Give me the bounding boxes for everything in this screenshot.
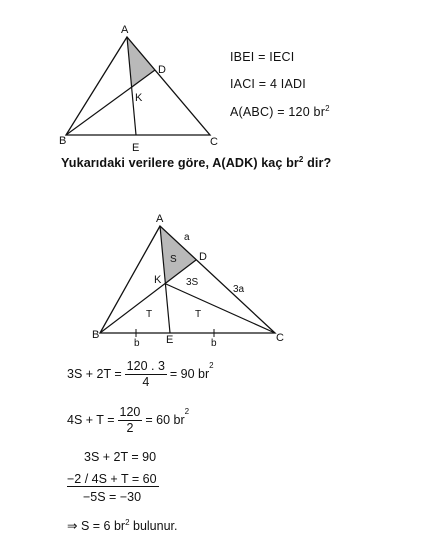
label-b: B: [59, 135, 67, 147]
label-k-solution: K: [154, 274, 162, 286]
label-d-solution: D: [199, 251, 207, 263]
segment-k-c: [166, 284, 275, 333]
problem-triangle-figure: [0, 0, 432, 160]
region-t-right-label: T: [195, 309, 202, 320]
system-line-1: 3S + 2T = 90: [84, 450, 157, 464]
final-result: ⇒ S = 6 $br^2$ bulunur.: [67, 518, 178, 534]
region-3s-label: 3S: [186, 277, 199, 288]
label-c: C: [210, 136, 218, 148]
region-s-label: S: [170, 254, 177, 265]
question-text: Yukarıdaki verilere göre, A(ADK) kaç $br^2$ dir?: [61, 155, 332, 171]
given-ac-ad: IACI = 4 IADI: [230, 77, 306, 91]
segment-a-label: a: [184, 232, 190, 243]
segment-3a-label: 3a: [233, 284, 245, 295]
given-be-ec: IBEI = IECI: [230, 50, 295, 64]
solution-triangle-figure: [0, 200, 432, 350]
label-a-solution: A: [156, 213, 164, 225]
fraction-120-over-2: $\frac{120}{2}$: [119, 404, 141, 435]
fraction-120-3-over-4: $\frac{120 . 3}{4}$: [126, 358, 165, 389]
segment-b-right-label: b: [211, 338, 217, 349]
segment-b-d-solution: [100, 260, 196, 333]
label-b-solution: B: [92, 329, 100, 341]
label-d: D: [158, 64, 166, 76]
label-a: A: [121, 24, 129, 36]
label-k: K: [135, 92, 143, 104]
label-c-solution: C: [276, 332, 284, 344]
equation-3s-2t: 3S + 2T = $\frac{120 . 3}{4}$ = 90 br $^2$: [67, 358, 214, 389]
given-area-abc: A(ABC) = 120 $br^2$: [230, 104, 330, 120]
system-result-line: −5S = −30: [83, 490, 142, 504]
label-e-solution: E: [166, 334, 174, 346]
system-line-2: −2 / 4S + T = 60: [67, 472, 157, 486]
segment-b-left-label: b: [134, 338, 140, 349]
region-t-left-label: T: [146, 309, 153, 320]
label-e: E: [132, 142, 140, 154]
equation-4s-t: 4S + T = $\frac{120}{2}$ = 60 br $^2$: [67, 404, 190, 435]
